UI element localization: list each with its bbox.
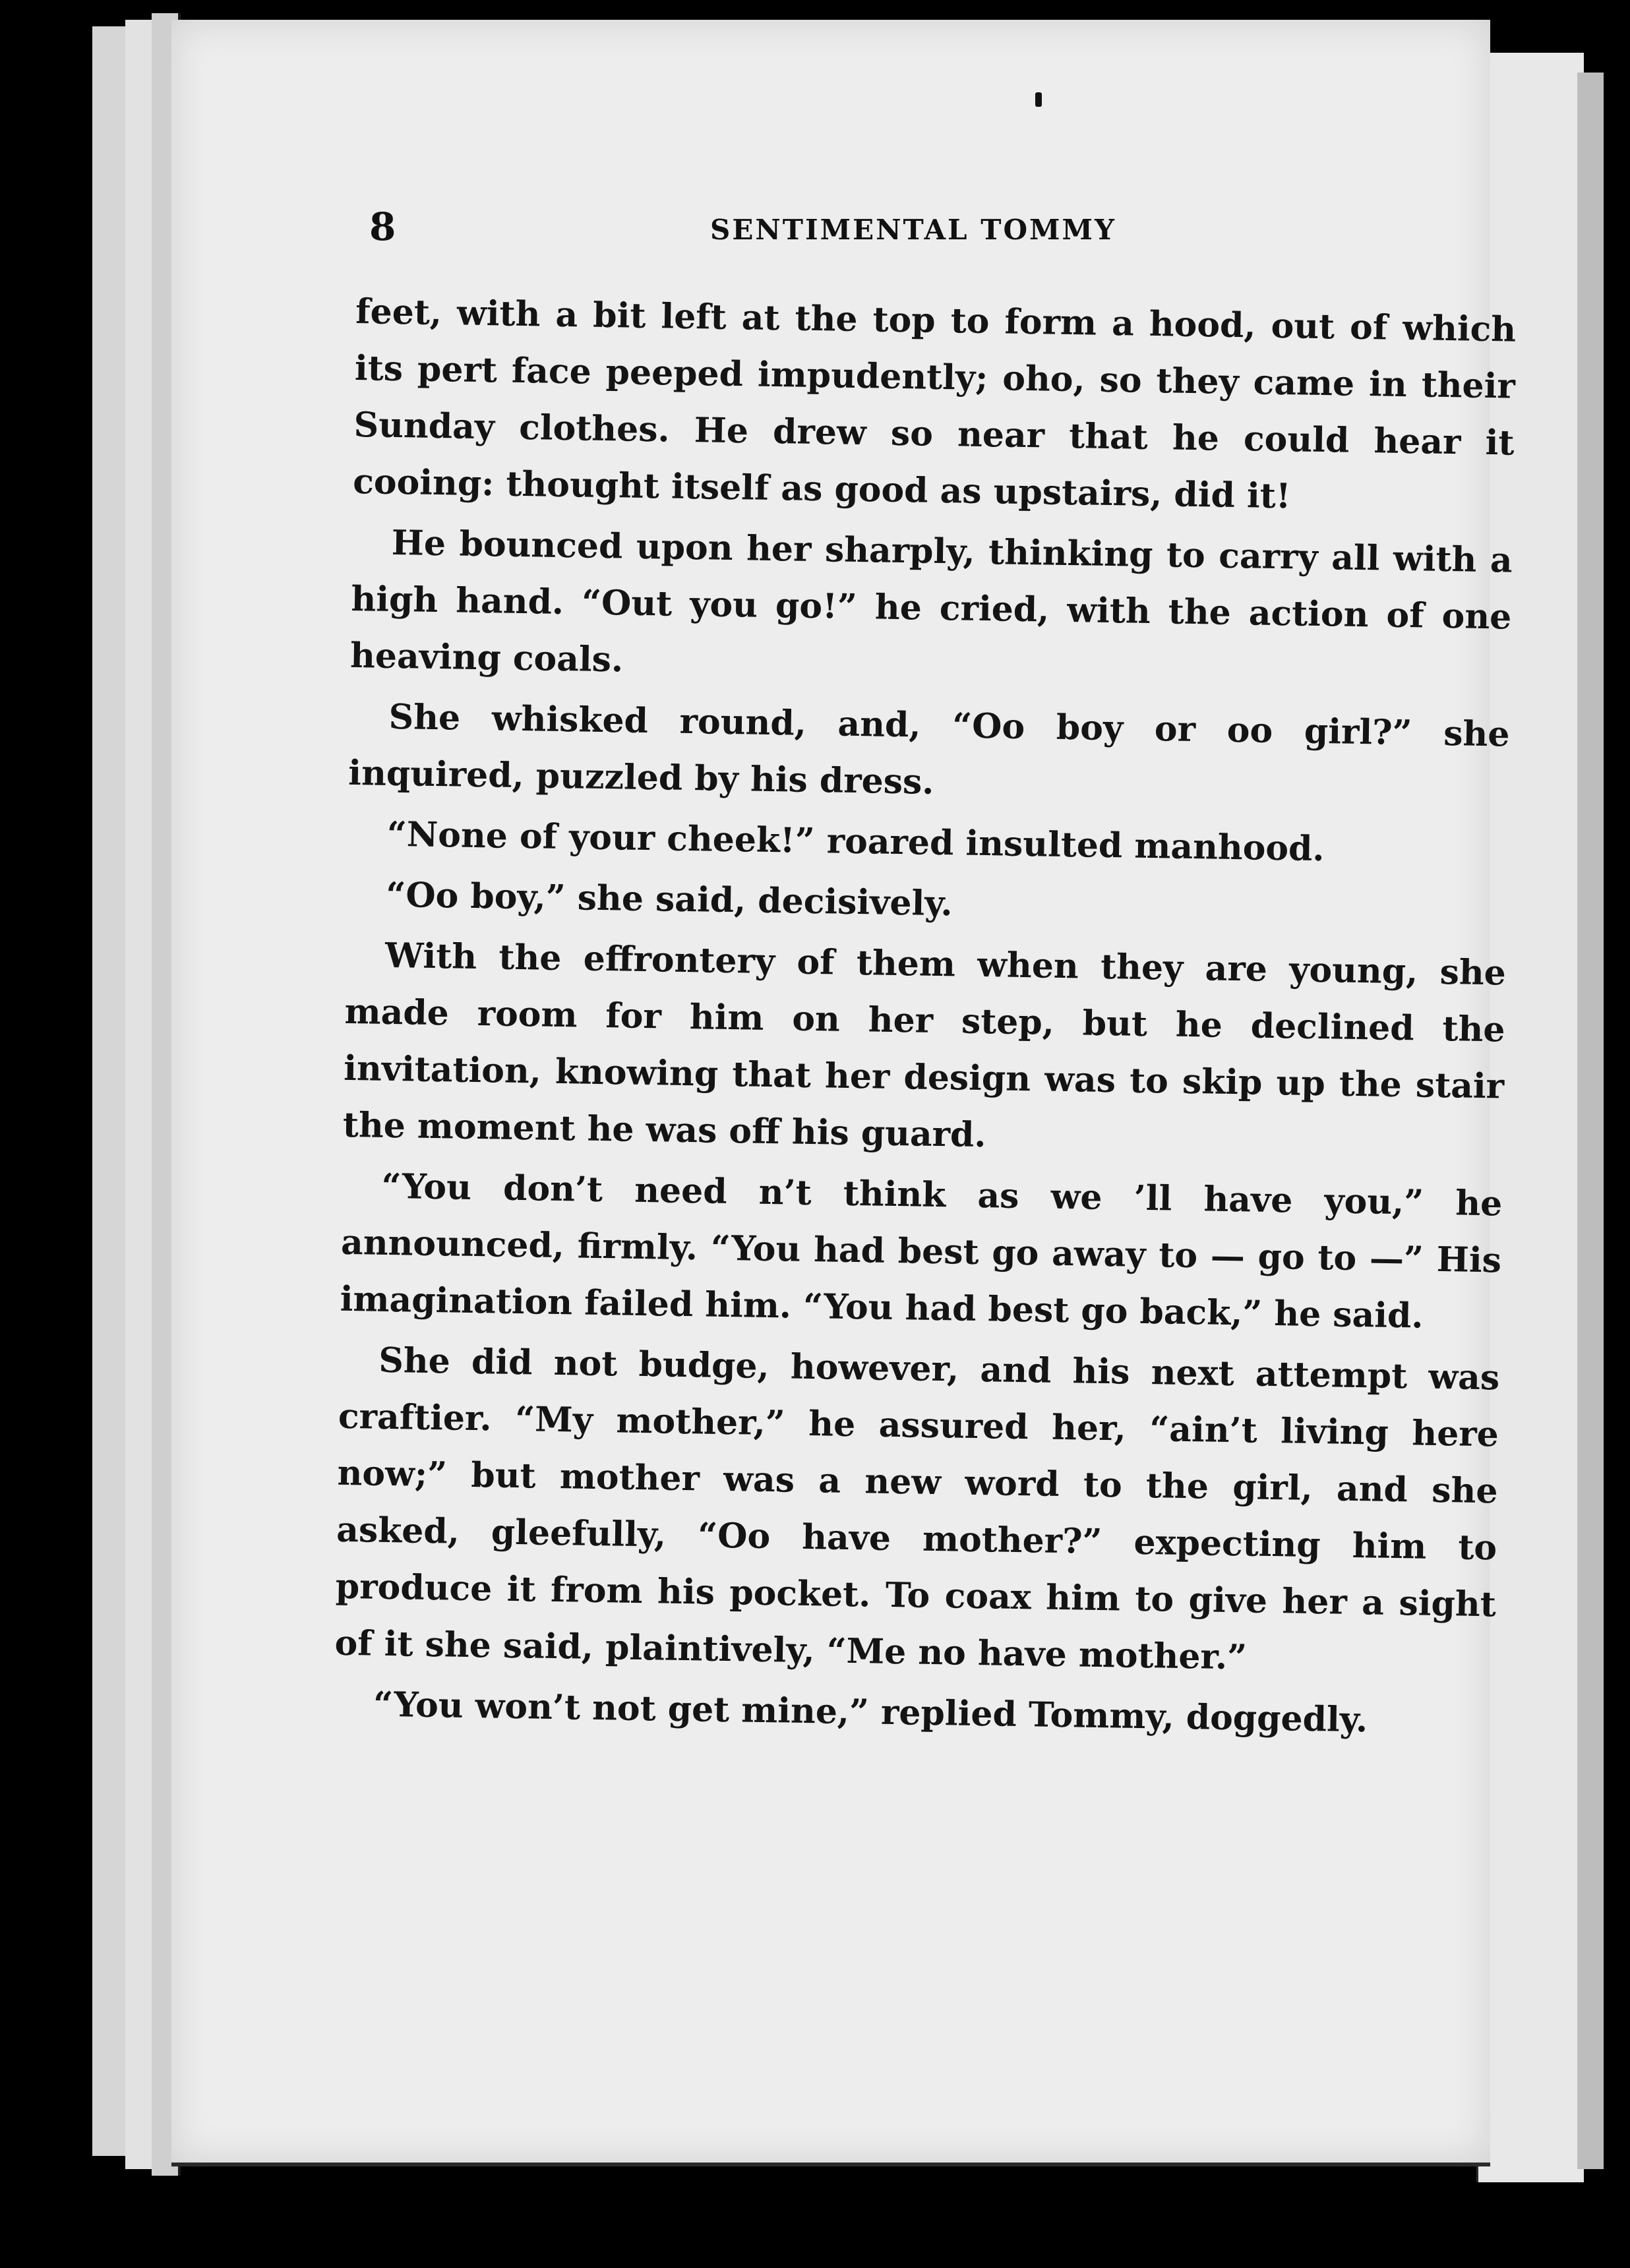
running-title: SENTIMENTAL TOMMY (709, 214, 1117, 246)
paragraph: “You won’t not get mine,” replied Tommy, doggedly. (373, 1684, 1368, 1741)
paragraph: With the effrontery of them when they are young, she made room for him on her step, but he declined the invitation, knowing that her design was to skip up the stair the moment he was off his guard. (342, 935, 1507, 1156)
ink-speck (1035, 92, 1042, 107)
page-header (171, 204, 1490, 270)
paragraph: “None of your cheek!” roared insulted manhood. (386, 814, 1325, 870)
paragraph: She did not budge, however, and his next attempt was craftier. “My mother,” he assured her, “ain’t living here now;” but mother was a new word to the girl, and she asked, gleefully, “Oo have mother?” expecting him to produce it from his pocket. To coax him to give her a sight of it she said, plaintively, “Me no have mother.” (334, 1340, 1500, 1678)
paragraph: He bounced upon her sharply, thinking to carry all with a high hand. “Out you go!” he cried, with the action of one heaving coals. (349, 522, 1513, 680)
page-number: 8 (369, 204, 396, 249)
page-edge (125, 20, 154, 2169)
body-text (333, 284, 1516, 1754)
book-page (171, 20, 1517, 2166)
paragraph: “Oo boy,” she said, decisively. (385, 874, 953, 924)
paragraph: “You don’t need n’t think as we ’ll have you,” he announced, firmly. “You had best go away to — go to —” His imagination failed him. “You had best go back,” he said. (340, 1166, 1503, 1336)
facing-page-edge (1577, 73, 1604, 2169)
paragraph: She whisked round, and, “Oo boy or oo girl?” she inquired, puzzled by his dress. (347, 696, 1510, 802)
paragraph: feet, with a bit left at the top to form a hood, out of which its pert face peeped impudently; oho, so they came in their Sunday clothes. He drew so near that he could hear it cooing: thought itself as good as upstairs, did it! (352, 291, 1517, 517)
